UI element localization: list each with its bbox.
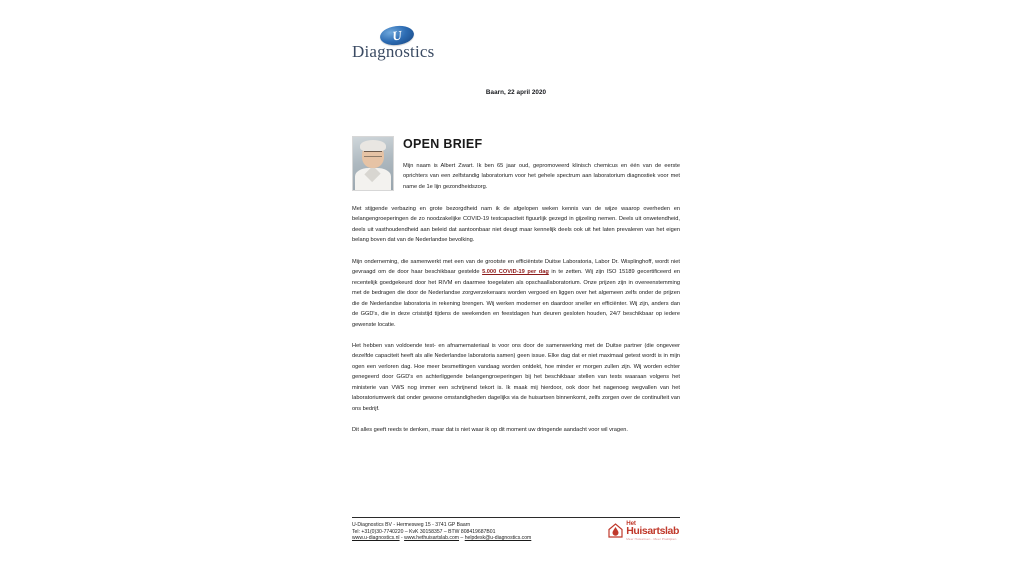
footer-links[interactable]: www.u-diagnostics.nl - www.hethuisartslab.com – helpdesk@u-diagnostics.com	[352, 535, 532, 541]
partner-logo-tagline: Meer Huisartsen - Meer Praktijken	[626, 536, 677, 541]
footer-contact-details	[352, 521, 531, 542]
partner-logo-het: Het	[626, 520, 636, 527]
partner-logo-name: Huisartslab	[626, 525, 679, 538]
highlighted-capacity-text: 5.000 COVID-19 per dag	[482, 269, 549, 276]
letter-footer	[352, 521, 680, 542]
logo-wordmark: Diagnostics	[352, 42, 435, 61]
footer-address: U-Diagnostics BV - Hermesweg 15 - 3741 GP Baarn	[352, 522, 471, 528]
footer-link[interactable]: www.hethuisartslab.com	[404, 535, 460, 541]
partner-logo-text	[626, 521, 679, 541]
intro-paragraph: Mijn naam is Albert Zwart. Ik ben 65 jaar oud, gepromoveerd klinisch chemicus en één van de eerste oprichters van een zelfstandig laboratorium voor het gehele spectrum aan laboratorium diagnostiek voor met name de 1e lijn gezondheidszorg.	[403, 163, 680, 190]
author-portrait-photo	[352, 136, 394, 191]
date-line: Baarn, 22 april 2020	[485, 89, 547, 96]
house-blood-drop-icon	[607, 522, 624, 539]
letter-header	[352, 136, 680, 192]
footer-divider	[352, 517, 680, 518]
body-paragraph: Met stijgende verbazing en grote bezorgdheid nam ik de afgelopen weken kennis van de wijze waarop overheden en belangengroeperingen de zo noodzakelijke COVID-19 testcapaciteit figuurlijk gezegd in gijzeling nemen. Deels uit onwetendheid, deels uit vasthoudendheid aan beleid dat aantoonbaar niet deugt maar kennelijk deels ook uit het laten prevaleren van het eigen belang boven dat van de Nederlandse bevolking.	[352, 206, 680, 244]
body-paragraph: Het hebben van voldoende test- en afnamemateriaal is voor ons door de samenwerking met de Duitse partner (die ongeveer dezelfde capaciteit heeft als alle Nederlandse laboratoria samen) geen issue. Elke dag dat er niet maximaal getest wordt is in mijn ogen een verloren dag. Hoe meer besmettingen vandaag worden ontdekt, hoe minder er morgen zullen zijn. Wij worden echter genegeerd door GGD's en achterliggende belangengroeperingen bij het beschikbaar stellen van tests waaraan volgens het ministerie van VWS nog immer een schrijnend tekort is. Ik maak mij hierdoor, ook door het nagenoeg wegvallen van het laboratoriumwerk dat onder gewone omstandigheden dagelijks via de huisartsen binnenkomt, zelfs zorgen over de continuïteit van ons bedrijf.	[352, 342, 680, 412]
letter-body	[352, 204, 680, 436]
partner-logo-huisartslab	[607, 521, 680, 541]
footer-link[interactable]: helpdesk@u-diagnostics.com	[464, 535, 532, 541]
header-text-column	[403, 136, 680, 192]
portrait-glasses	[364, 151, 382, 157]
logo-letter-u: U	[391, 26, 403, 44]
footer-contact: Tel: +31(0)30-7740220 – KvK 30158357 – BTW 808419687B01	[352, 528, 496, 535]
body-paragraph: Mijn onderneming, die samenwerkt met een van de grootste en efficiëntste Duitse Laboratoria, Labor Dr. Wisplinghoff, wordt niet gevraagd om de door haar beschikbaar gestelde 5.000 COVID-19 per dag in te zetten. Wij zijn ISO 15189 gecertificeerd en recentelijk goedgekeurd door het RIVM en daarmee toegelaten als opschaallaboratorium. Onze prijzen zijn in overeenstemming met de bedragen die door de Nederlandse zorgverzekeraars worden vergoed en liggen over het algemeen zelfs onder de prijzen die de Nederlandse laboratoria in rekening brengen. Wij werken moderner en daardoor sneller en efficiënter. Wij zijn, anders dan de GGD's, die in deze crisistijd tijdens de weekenden en feestdagen hun deuren gesloten houden, 24/7 beschikbaar op iedere gewenste locatie.	[352, 258, 680, 328]
company-logo	[352, 26, 472, 68]
body-paragraph: Dit alles geeft reeds te denken, maar dat is niet waar ik op dit moment uw dringende aandacht voor wil vragen.	[352, 427, 628, 434]
page-title: OPEN BRIEF	[403, 137, 483, 151]
house-blood-drop-svg	[607, 522, 624, 539]
footer-link[interactable]: www.u-diagnostics.nl	[352, 535, 400, 541]
